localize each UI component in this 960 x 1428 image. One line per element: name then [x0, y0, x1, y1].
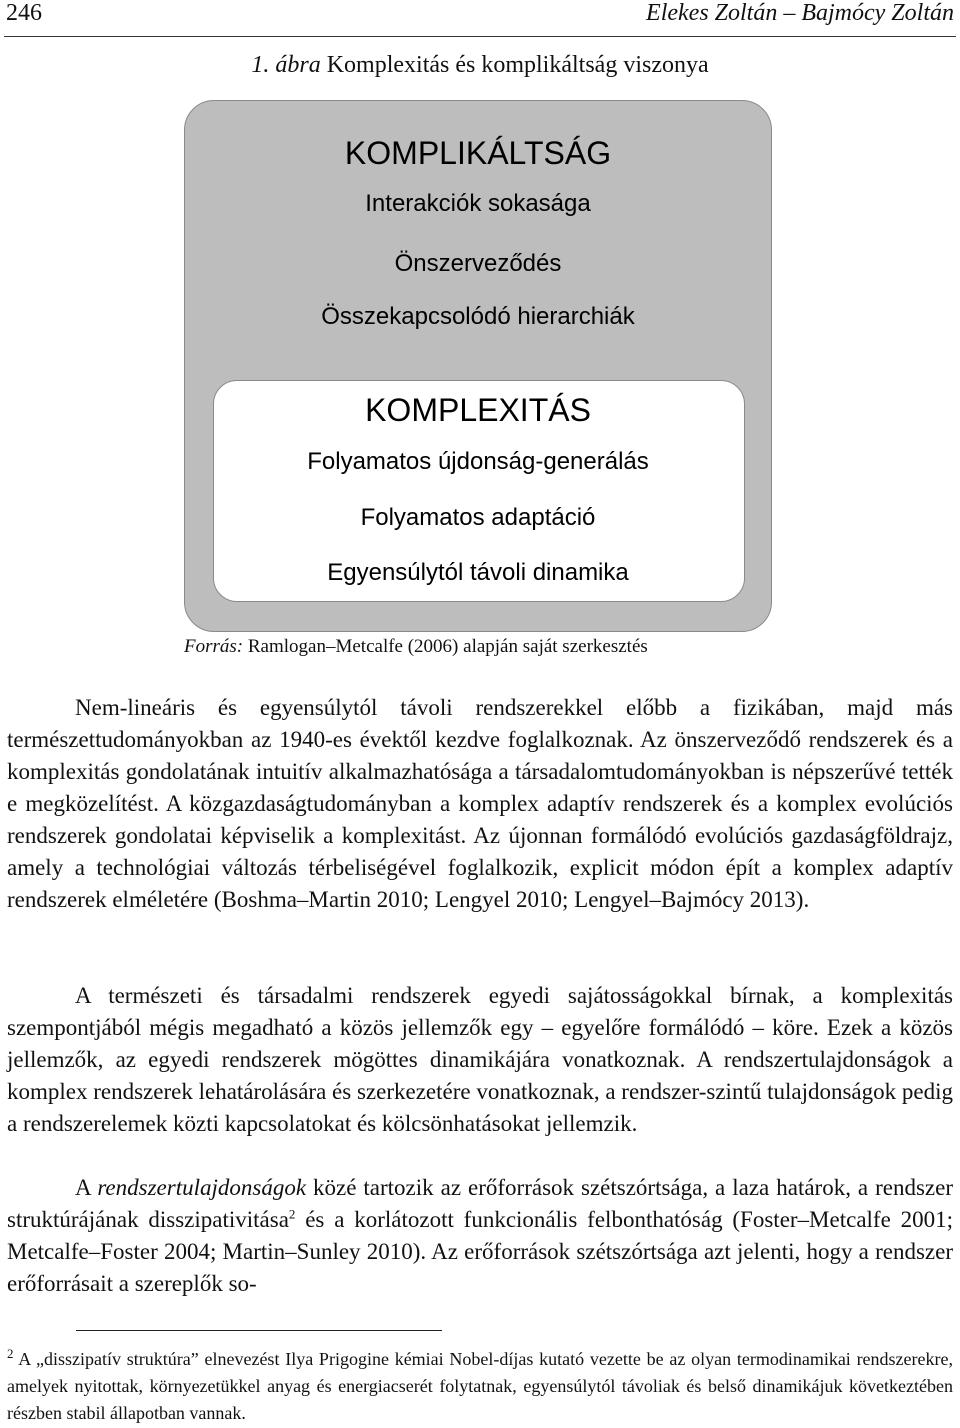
outer-item: Önszerveződés [394, 250, 562, 277]
paragraph-text: közé tartozik az erőforrások szétszórtsága, a laza határok, a rendszer struktúrájának disszipativitása [7, 1175, 954, 1232]
page-number: 246 [6, 0, 42, 26]
paragraph: Nem-lineáris és egyensúlytól távoli rendszerekkel előbb a fizikában, majd más természettudományokban az 1940-es évektől kezdve foglalkoznak. Az önszerveződő rendszerek és a komplexitás gondolatának intuitív alkalmazhatósága a társadalomtudományokban is népszerűvé tették e megközelítést. A közgazdaságtudományban a komplex adaptív rendszerek és a komplex evolúciós rendszerek gondolatai képviselik a komplexitást. Az újonnan formálódó evolúciós gazdaságföldrajz, amely a technológiai változás térbeliségével foglalkozik, explicit módon épít a komplex adaptív rendszerek elméletére (Boshma–Martin 2010; Lengyel 2010; Lengyel–Bajmócy 2013). [7, 695, 953, 912]
inner-item: Folyamatos újdonság-generálás [307, 448, 649, 475]
footnote-ref[interactable]: 2 [288, 1206, 296, 1222]
footnote-rule [76, 1330, 442, 1331]
outer-item: Interakciók sokasága [365, 190, 591, 217]
paragraph-text: és a korlátozott funkcionális felbonthatóság (Foster–Metcalfe 2001; Metcalfe–Foster 2004; Martin–Sunley 2010). Az erőforrások szétszórtsága azt jelenti, hogy a rendszer erőforrásait a szereplők so- [7, 1207, 953, 1296]
figure-label: 1. ábra [251, 52, 321, 78]
footnote [7, 1346, 953, 1427]
inner-item: Folyamatos adaptáció [360, 504, 596, 531]
source-text: Ramlogan–Metcalfe (2006) alapján saját szerkesztés [247, 636, 648, 657]
figure-title: Komplexitás és komplikáltság viszonya [326, 52, 709, 78]
paragraph-text: A [75, 1175, 98, 1200]
body-text [7, 0, 953, 1428]
source-label: Forrás: [184, 636, 244, 657]
inner-item: Egyensúlytól távoli dinamika [327, 559, 629, 586]
footnote-number: 2 [7, 1346, 14, 1361]
paragraph [7, 1172, 953, 1300]
footnote-text: A „disszipatív struktúra” elnevezést Ilya Prigogine kémiai Nobel-díjas kutató vezette be az olyan termodinamikai rendszerekre, amelyek nyitottak, környezetükkel anyag és energiacserét folytatnak, egyensúlytól távoliak és belső dinamikájuk következtében részben stabil állapotban vannak. [7, 1349, 953, 1423]
running-authors: Elekes Zoltán – Bajmócy Zoltán [646, 0, 954, 26]
outer-heading: KOMPLIKÁLTSÁG [344, 135, 612, 171]
inner-heading: KOMPLEXITÁS [365, 392, 591, 428]
outer-item: Összekapcsolódó hierarchiák [321, 303, 635, 330]
emphasis: rendszertulajdonságok [97, 1175, 307, 1200]
paragraph: A természeti és társadalmi rendszerek egyedi sajátosságokkal bírnak, a komplexitás szempontjából mégis megadható a közös jellemzők egy – egyelőre formálódó – köre. Ezek a közös jellemzők, az egyedi rendszerek mögöttes dinamikájára vonatkoznak. A rendszertulajdonságok a komplex rendszerek lehatárolására és szerkezetére vonatkoznak, a rendszer-szintű tulajdonságok pedig a rendszerelemek közti kapcsolatokat és kölcsönhatásokat jellemzik. [7, 983, 953, 1136]
